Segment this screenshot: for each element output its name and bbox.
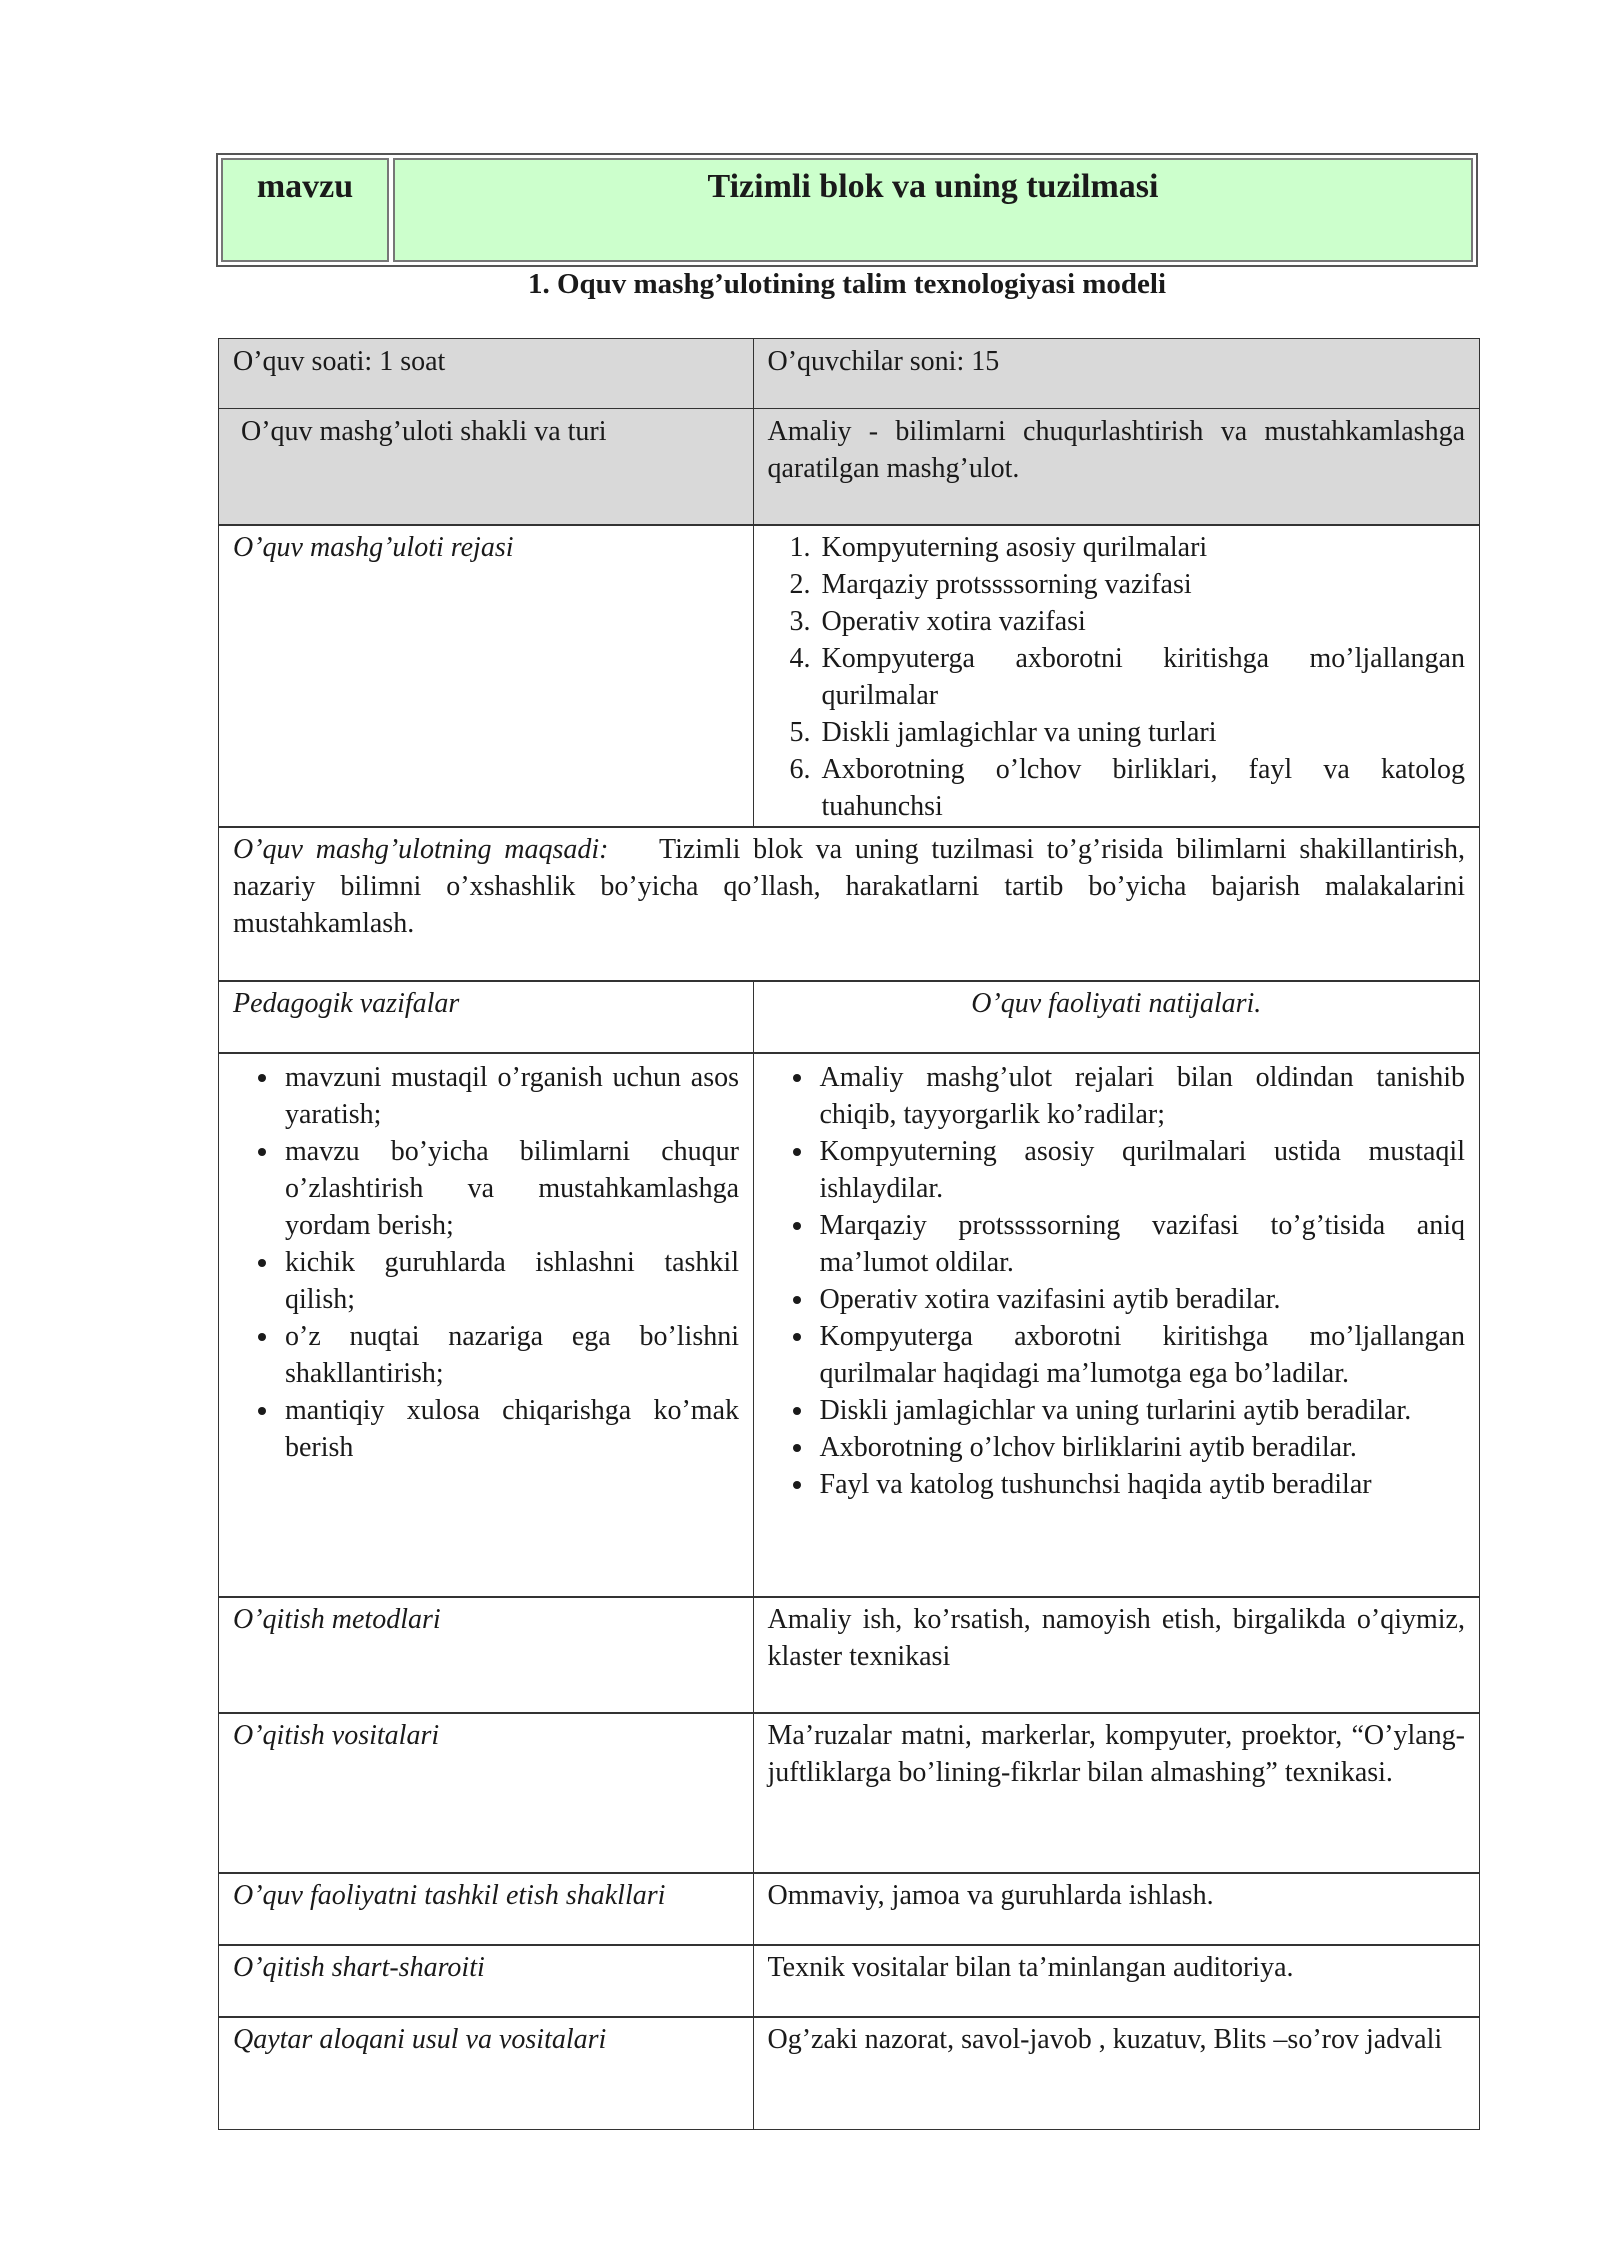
goal-label: O’quv mashg’ulotning maqsadi: — [233, 834, 609, 865]
task-item: • mavzuni mustaqil o’rganish uchun asos yaratish; — [281, 1059, 739, 1133]
result-item: • Operativ xotira vazifasini aytib beradilar. — [816, 1281, 1466, 1318]
row-feedback — [218, 2016, 1480, 2130]
cond-label: O’qitish shart-sharoiti — [218, 1944, 754, 2018]
section-title: 1. Oquv mashg’ulotining talim texnologiyasi modeli — [527, 268, 1167, 300]
org-value: Ommaviy, jamoa va guruhlarda ishlash. — [753, 1872, 1481, 1946]
students-cell: O’quvchilar soni: 15 — [753, 338, 1481, 410]
methods-label: O’qitish metodlari — [218, 1596, 754, 1714]
tools-label: O’qitish vositalari — [218, 1712, 754, 1874]
result-item: • Amaliy mashg’ulot rejalari bilan oldindan tanishib chiqib, tayyorgarlik ko’radilar; — [816, 1059, 1466, 1133]
row-form — [218, 408, 1480, 526]
row-tools — [218, 1712, 1480, 1874]
plan-item: 3. Operativ xotira vazifasi — [818, 603, 1466, 640]
results-header: O’quv faoliyati natijalari. — [753, 980, 1481, 1054]
results-list — [768, 1059, 1466, 1503]
row-goal — [218, 826, 1480, 982]
plan-label: O’quv mashg’uloti rejasi — [218, 524, 754, 828]
plan-list — [768, 529, 1466, 825]
topic-header — [216, 153, 1478, 267]
row-organisation — [218, 1872, 1480, 1946]
result-item: • Fayl va katolog tushunchsi haqida aytib beradilar — [816, 1466, 1466, 1503]
results-cell — [753, 1052, 1481, 1598]
feedback-value: Og’zaki nazorat, savol-javob , kuzatuv, Blits –so’rov jadvali — [753, 2016, 1481, 2130]
tasks-cell — [218, 1052, 754, 1598]
task-item: • kichik guruhlarda ishlashni tashkil qilish; — [281, 1244, 739, 1318]
form-label: O’quv mashg’uloti shakli va turi — [218, 408, 754, 526]
tasks-header: Pedagogik vazifalar — [218, 980, 754, 1054]
row-conditions — [218, 1944, 1480, 2018]
goal-cell — [218, 826, 1480, 982]
result-item: • Axborotning o’lchov birliklarini aytib beradilar. — [816, 1429, 1466, 1466]
plan-item: 5. Diskli jamlagichlar va uning turlari — [818, 714, 1466, 751]
form-value: Amaliy - bilimlarni chuqurlashtirish va mustahkamlashga qaratilgan mashg’ulot. — [753, 408, 1481, 526]
task-item: • mavzu bo’yicha bilimlarni chuqur o’zlashtirish va mustahkamlashga yordam berish; — [281, 1133, 739, 1244]
cond-value: Texnik vositalar bilan ta’minlangan auditoriya. — [753, 1944, 1481, 2018]
hours-cell: O’quv soati: 1 soat — [218, 338, 754, 410]
row-methods — [218, 1596, 1480, 1714]
goal-text: Tizimli blok va uning tuzilmasi to’g’risida bilimlarni shakillantirish, nazariy bilimni o’xshashlik bo’yicha qo’llash, harakatlarni tartib bo’yicha bajarish malakalarini mustahkamlash. — [233, 834, 1465, 939]
task-item: • o’z nuqtai nazariga ega bo’lishni shakllantirish; — [281, 1318, 739, 1392]
feedback-label: Qaytar aloqani usul va vositalari — [218, 2016, 754, 2130]
task-item: • mantiqiy xulosa chiqarishga ko’mak berish — [281, 1392, 739, 1466]
tools-value: Ma’ruzalar matni, markerlar, kompyuter, proektor, “O’ylang-juftliklarga bo’lining-fikrlar bilan almashing” texnikasi. — [753, 1712, 1481, 1874]
plan-item: 4. Kompyuterga axborotni kiritishga mo’ljallangan qurilmalar — [818, 640, 1466, 714]
result-item: • Marqaziy protssssorning vazifasi to’g’tisida aniq ma’lumot oldilar. — [816, 1207, 1466, 1281]
plan-cell — [753, 524, 1481, 828]
topic-label: mavzu — [221, 158, 389, 262]
org-label: O’quv faoliyatni tashkil etish shakllari — [218, 1872, 754, 1946]
methods-value: Amaliy ish, ko’rsatish, namoyish etish, birgalikda o’qiymiz, klaster texnikasi — [753, 1596, 1481, 1714]
result-item: • Diskli jamlagichlar va uning turlarini aytib beradilar. — [816, 1392, 1466, 1429]
result-item: • Kompyuterning asosiy qurilmalari ustida mustaqil ishlaydilar. — [816, 1133, 1466, 1207]
row-hours — [218, 338, 1480, 410]
result-item: • Kompyuterga axborotni kiritishga mo’ljallangan qurilmalar haqidagi ma’lumotga ega bo’ladilar. — [816, 1318, 1466, 1392]
tasks-list — [233, 1059, 739, 1466]
row-plan — [218, 524, 1480, 828]
row-tasks — [218, 1052, 1480, 1598]
plan-item: 6. Axborotning o’lchov birliklari, fayl va katolog tuahunchsi — [818, 751, 1466, 825]
row-task-headers — [218, 980, 1480, 1054]
plan-item: 2. Marqaziy protssssorning vazifasi — [818, 566, 1466, 603]
topic-title: Tizimli blok va uning tuzilmasi — [393, 158, 1473, 262]
plan-item: 1. Kompyuterning asosiy qurilmalari — [818, 529, 1466, 566]
